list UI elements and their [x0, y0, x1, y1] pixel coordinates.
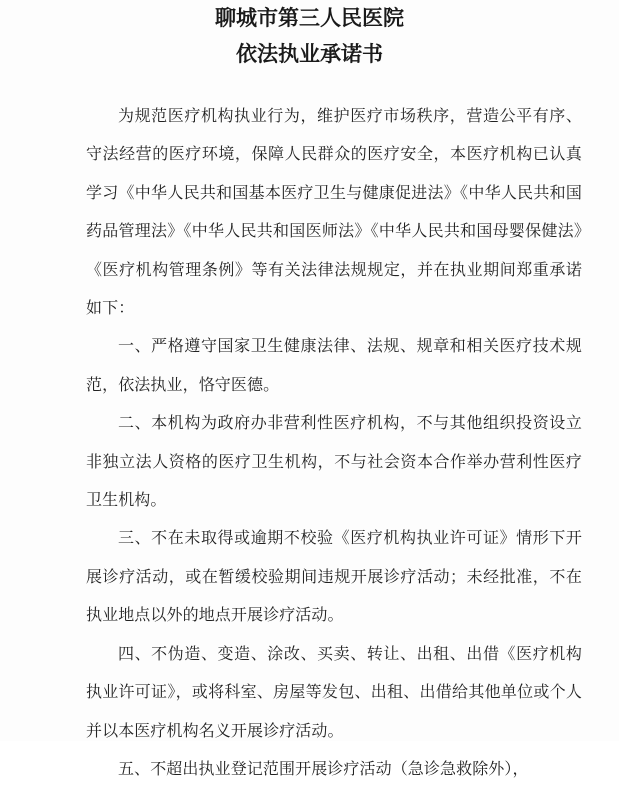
commitment-item-1: 一、严格遵守国家卫生健康法律、法规、规章和相关医疗技术规范，依法执业，恪守医德。 [86, 336, 582, 394]
document-body [86, 97, 582, 788]
document-subtitle: 依法执业承诺书 [236, 42, 383, 66]
intro-paragraph: 为规范医疗机构执业行为，维护医疗市场秩序，营造公平有序、守法经营的医疗环境，保障人民群众的医疗安全，本医疗机构已认真学习《中华人民共和国基本医疗卫生与健康促进法》《中华人民共和国药品管理法》《中华人民共和国医师法》《中华人民共和国母婴保健法》《医疗机构管理条例》等有关法律法规规定，并在执业期间郑重承诺如下： [86, 106, 582, 318]
commitment-item-5: 五、不超出执业登记范围开展诊疗活动（急诊急救除外）， [118, 758, 529, 778]
commitment-item-4: 四、不伪造、变造、涂改、买卖、转让、出租、出借《医疗机构执业许可证》，或将科室、房屋等发包、出租、出借给其他单位或个人并以本医疗机构名义开展诊疗活动。 [86, 643, 582, 740]
document-title: 聊城市第三人民医院 [215, 6, 404, 30]
commitment-item-2: 二、本机构为政府办非营利性医疗机构，不与其他组织投资设立非独立法人资格的医疗卫生机构，不与社会资本合作举办营利性医疗卫生机构。 [86, 413, 582, 510]
commitment-item-3: 三、不在未取得或逾期不校验《医疗机构执业许可证》情形下开展诊疗活动，或在暂缓校验期间违规开展诊疗活动；未经批准，不在执业地点以外的地点开展诊疗活动。 [86, 528, 582, 625]
